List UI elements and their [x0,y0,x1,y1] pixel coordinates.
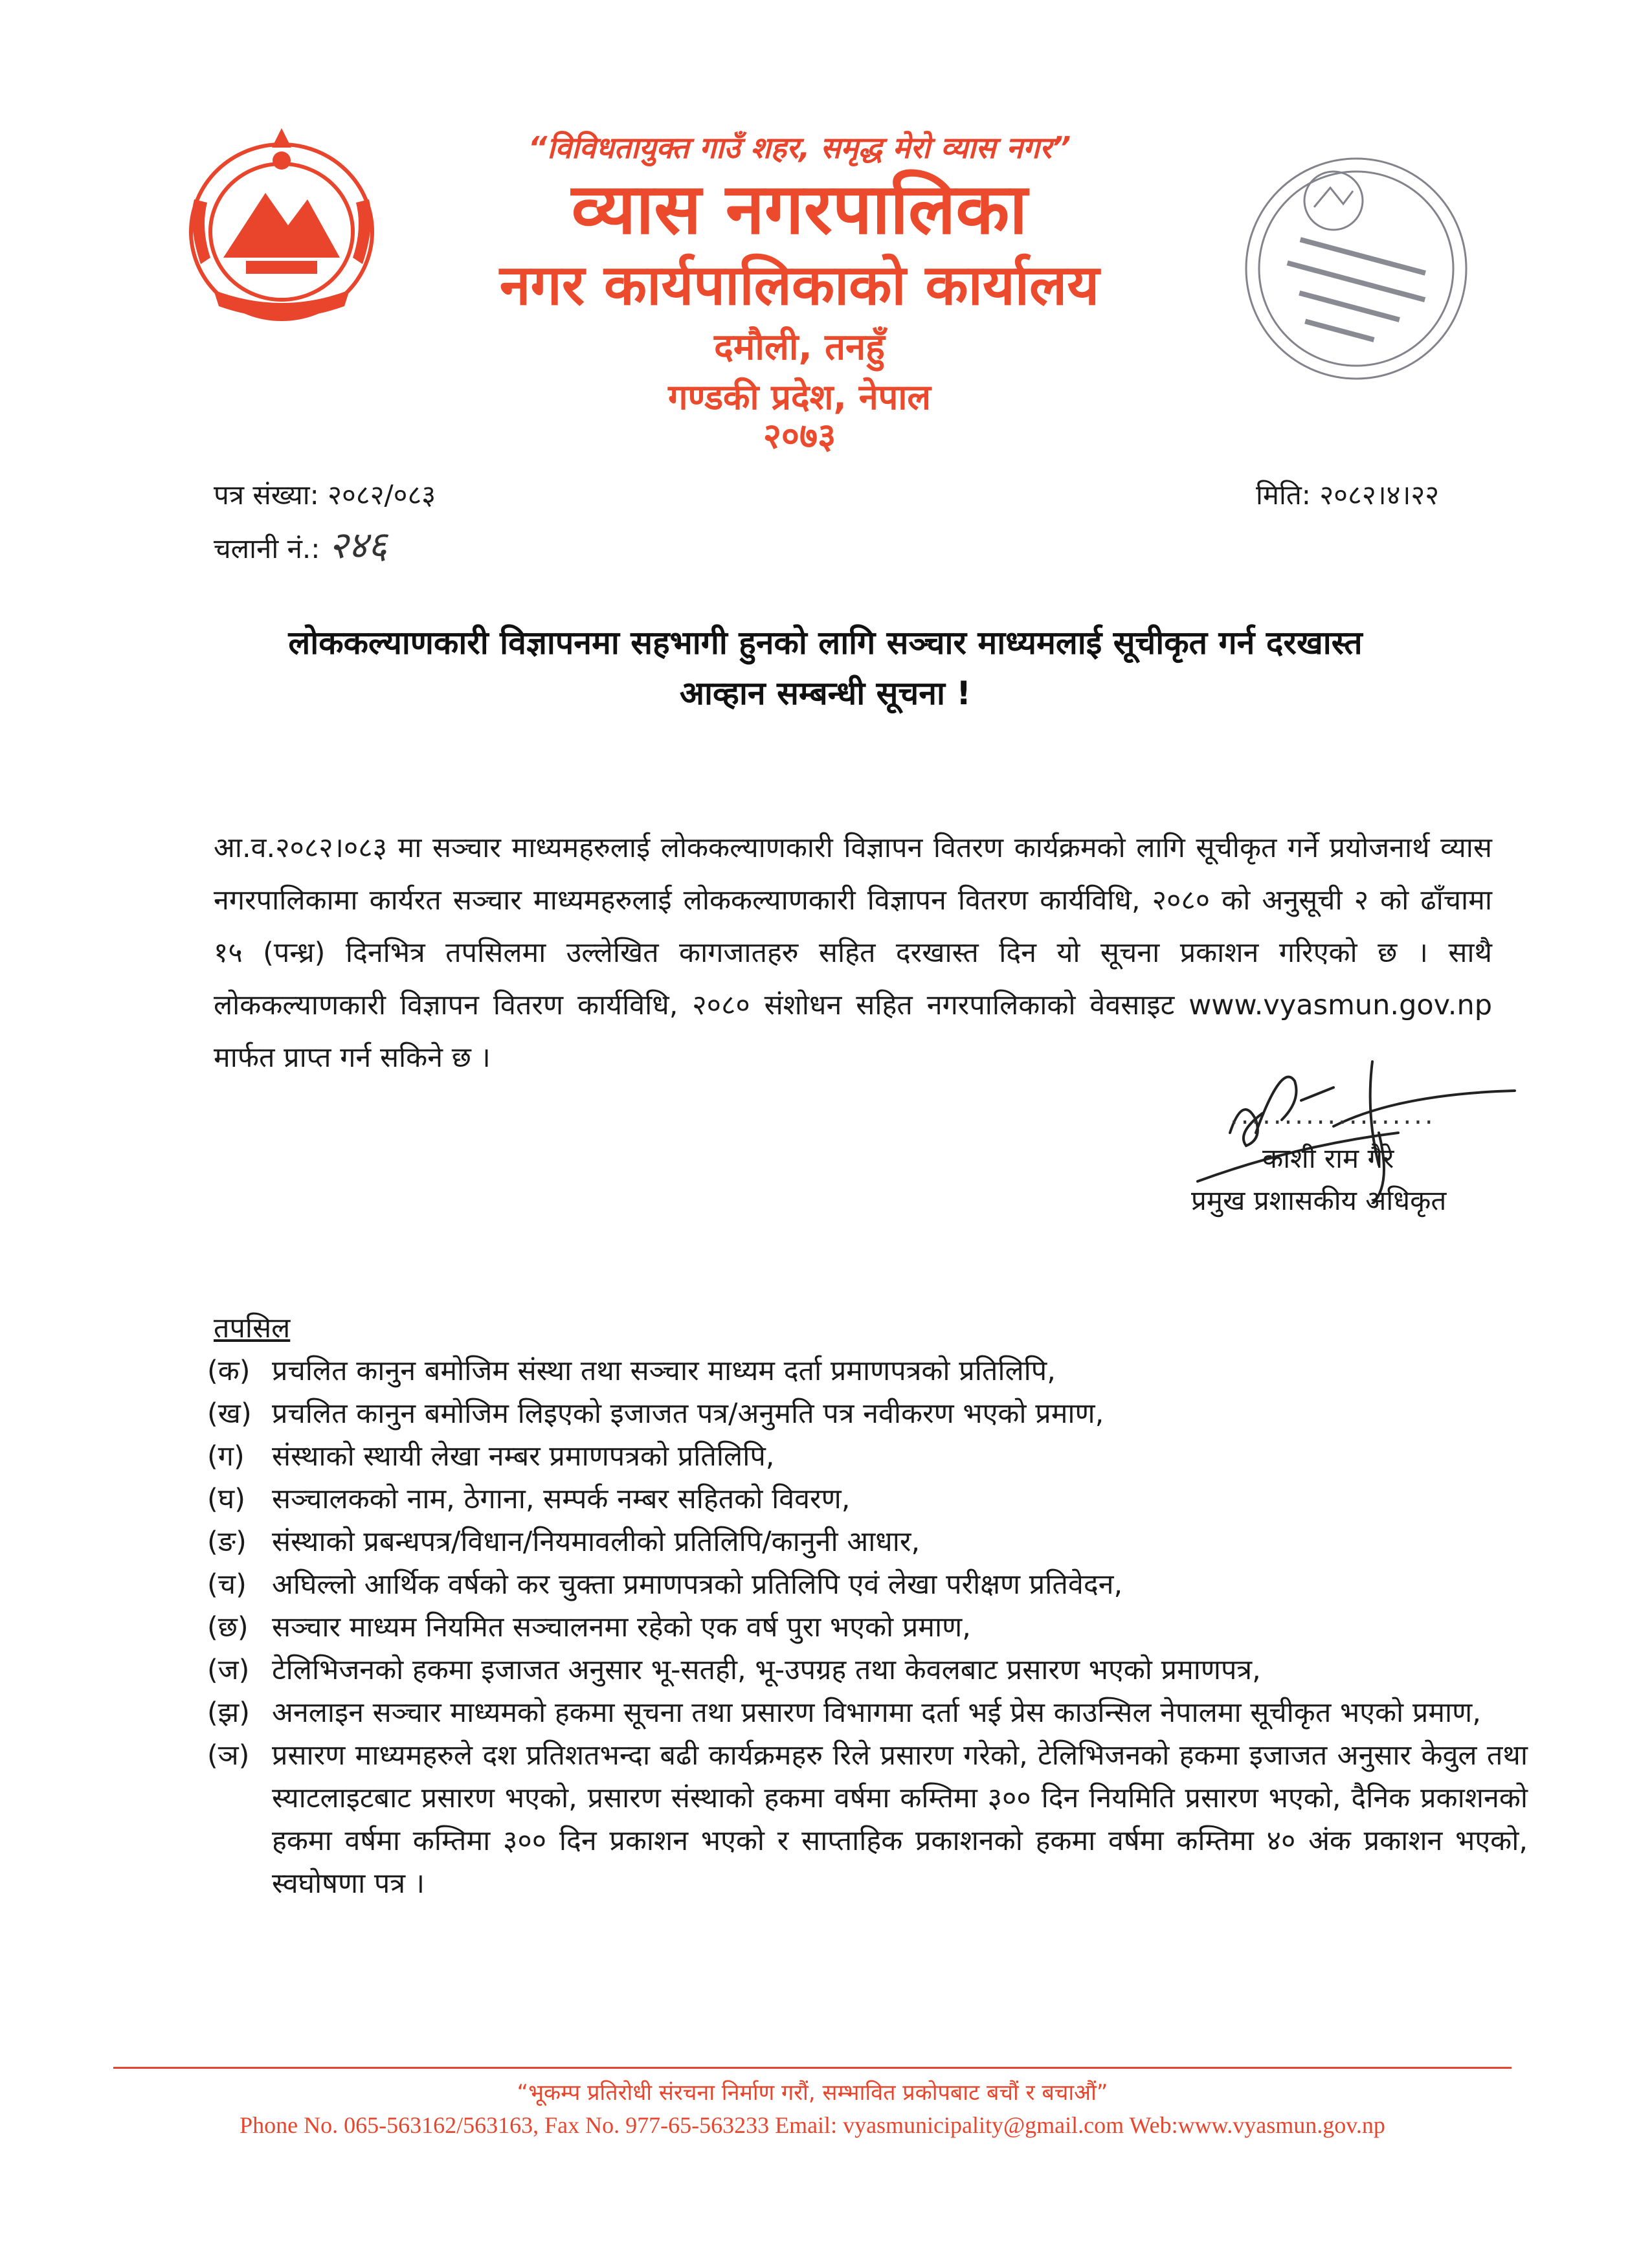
signatory-name: काशी राम गैरे [1262,1143,1394,1174]
item-marker: (ङ) [207,1526,247,1558]
item-marker: (ञ) [207,1739,250,1772]
official-seal-stamp-icon [1217,129,1495,408]
item-marker: (घ) [207,1483,245,1515]
date-label: मिति: [1256,479,1311,511]
dispatch-number-value: २४६ [328,523,388,567]
list-item [207,1350,1528,1392]
subject-line-2: आव्हान सम्बन्धी सूचना ! [679,674,972,712]
footer-divider [113,2067,1512,2069]
item-marker: (झ) [207,1697,251,1729]
item-text: सञ्चालकको नाम, ठेगाना, सम्पर्क नम्बर सहितको विवरण, [272,1483,851,1515]
address-province: गण्डकी प्रदेश, नेपाल [668,377,931,418]
item-marker: (ज) [207,1654,250,1686]
schedule-list [207,1350,1528,1905]
list-item [207,1521,1528,1563]
item-text: प्रसारण माध्यमहरुले दश प्रतिशतभन्दा बढी कार्यक्रमहरु रिले प्रसारण गरेको, टेलिभिजनको हकमा इजाजत अनुसार केवुल तथा स्याटलाइटबाट प्रसारण भएको, प्रसारण संस्थाको हकमा वर्षमा कम्तिमा ३०० दिन नियमिति प्रसारण भएको, दैनिक प्रकाशनको हकमा वर्षमा कम्तिमा ३०० दिन प्रकाशन भएको र साप्ताहिक प्रकाशनको हकमा वर्षमा कम्तिमा ४० अंक प्रकाशन भएको, स्वघोषणा पत्र । [272,1739,1528,1900]
item-marker: (ग) [207,1440,245,1473]
nepal-emblem-icon [175,122,388,329]
item-marker: (क) [207,1355,251,1387]
office-name: नगर कार्यपालिकाको कार्यालय [499,253,1100,318]
list-item [207,1435,1528,1478]
item-text: अनलाइन सञ्चार माध्यमको हकमा सूचना तथा प्रसारण विभागमा दर्ता भई प्रेस काउन्सिल नेपालमा सूचीकृत भएको प्रमाण, [272,1697,1481,1729]
signature-dots: ................... [1230,1100,1436,1130]
organization-name: व्यास नगरपालिका [571,169,1028,250]
reference-number-value: २०८२/०८३ [328,479,436,511]
subject-line-1: लोककल्याणकारी विज्ञापनमा सहभागी हुनको लागि सञ्चार माध्यमलाई सूचीकृत गर्न दरखास्त [288,624,1363,662]
item-marker: (च) [207,1568,247,1601]
list-item [207,1563,1528,1606]
notice-subject [194,618,1457,719]
footer-slogan: “भूकम्प प्रतिरोधी संरचना निर्माण गरौं, सम्भावित प्रकोपबाट बचौं र बचाऔं” [517,2080,1108,2106]
list-item [207,1691,1528,1734]
list-item [207,1606,1528,1649]
item-text: संस्थाको प्रबन्धपत्र/विधान/नियमावलीको प्रतिलिपि/कानुनी आधार, [272,1526,921,1558]
list-item [207,1734,1528,1905]
footer-contact-info: Phone No. 065-563162/563163, Fax No. 977-65-563233 Email: vyasmunicipality@gmail.com Web:www.vyasmun.gov.np [240,2112,1385,2138]
letter-date [1256,476,1439,513]
list-item [207,1478,1528,1521]
date-value: २०८२।४।२२ [1319,479,1440,511]
list-item [207,1649,1528,1691]
dispatch-number-label: चलानी नं.: [214,533,320,564]
reference-number [214,476,436,513]
signatory-title: प्रमुख प्रशासकीय अधिकृत [1191,1185,1447,1216]
item-text: प्रचलित कानुन बमोजिम लिइएको इजाजत पत्र/अनुमति पत्र नवीकरण भएको प्रमाण, [272,1398,1104,1430]
notice-body: आ.व.२०८२।०८३ मा सञ्चार माध्यमहरुलाई लोककल्याणकारी विज्ञापन वितरण कार्यक्रमको लागि सूचीकृत गर्ने प्रयोजनार्थ व्यास नगरपालिकामा कार्यरत सञ्चार माध्यमहरुलाई लोककल्याणकारी विज्ञापन वितरण कार्यविधि, २०८० को अनुसूची २ को ढाँचामा १५ (पन्ध्र) दिनभित्र तपसिलमा उल्लेखित कागजातहरु सहित दरखास्त दिन यो सूचना प्रकाशन गरिएको छ । साथै लोककल्याणकारी विज्ञापन वितरण कार्यविधि, २०८० संशोधन सहित नगरपालिकाको वेवसाइट www.vyasmun.gov.np मार्फत प्राप्त गर्न सकिने छ । [214,832,1492,1074]
dispatch-number [214,518,387,569]
item-marker: (छ) [207,1611,249,1644]
letterhead-slogan: “विविधतायुक्त गाउँ शहर, समृद्ध मेरो व्यास नगर” [528,130,1071,165]
list-item [207,1392,1528,1435]
address-city: दमौली, तनहुँ [714,326,885,368]
schedule-heading: तपसिल [214,1312,291,1344]
item-text: प्रचलित कानुन बमोजिम संस्था तथा सञ्चार माध्यम दर्ता प्रमाणपत्रको प्रतिलिपि, [272,1355,1056,1387]
item-text: अघिल्लो आर्थिक वर्षको कर चुक्ता प्रमाणपत्रको प्रतिलिपि एवं लेखा परीक्षण प्रतिवेदन, [272,1568,1123,1601]
item-text: संस्थाको स्थायी लेखा नम्बर प्रमाणपत्रको प्रतिलिपि, [272,1440,775,1473]
established-year: २०७३ [763,416,836,456]
item-text: सञ्चार माध्यम नियमित सञ्चालनमा रहेको एक वर्ष पुरा भएको प्रमाण, [272,1611,971,1644]
reference-number-label: पत्र संख्या: [214,479,319,511]
item-marker: (ख) [207,1398,252,1430]
item-text: टेलिभिजनको हकमा इजाजत अनुसार भू-सतही, भू-उपग्रह तथा केवलबाट प्रसारण भएको प्रमाणपत्र, [272,1654,1261,1686]
